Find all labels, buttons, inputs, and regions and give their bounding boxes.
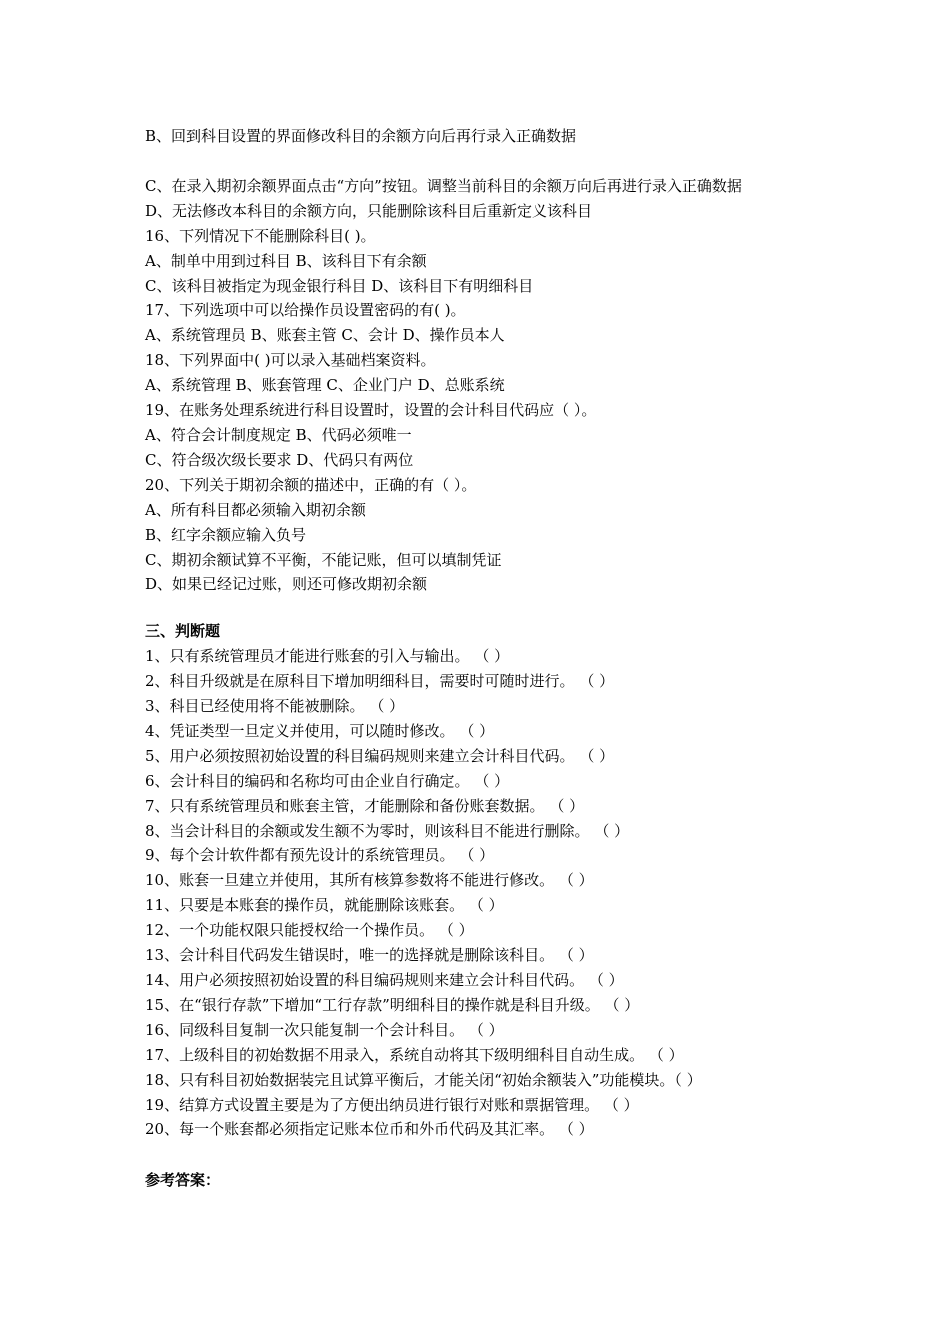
judgment-item-13: 13、会计科目代码发生错误时，唯一的选择就是删除该科目。 （ ） [145,946,594,965]
question-19-options-1: A、符合会计制度规定 B、代码必须唯一 [145,425,412,444]
question-20: 20、下列关于期初余额的描述中，正确的有（ ）。 [145,475,477,494]
judgment-item-20: 20、每一个账套都必须指定记账本位币和外币代码及其汇率。 （ ） [145,1120,594,1139]
judgment-item-14: 14、用户必须按照初始设置的科目编码规则来建立会计科目代码。 （ ） [145,971,624,989]
question-16-options-1: A、制单中用到过科目 B、该科目下有余额 [145,251,427,270]
judgment-item-16: 16、同级科目复制一次只能复制一个会计科目。 （ ） [145,1020,504,1039]
question-17-options: A、系统管理员 B、账套主管 C、会计 D、操作员本人 [145,326,505,345]
judgment-item-6: 6、会计科目的编码和名称均可由企业自行确定。 （ ） [145,771,510,790]
option-d-line: D、无法修改本科目的余额方向，只能删除该科目后重新定义该科目 [145,201,593,220]
question-18-options: A、系统管理 B、账套管理 C、企业门户 D、总账系统 [145,376,505,395]
judgment-item-11: 11、只要是本账套的操作员，就能删除该账套。 （ ） [145,896,504,915]
question-17: 17、下列选项中可以给操作员设置密码的有( )。 [145,301,466,320]
judgment-list [145,644,815,1142]
judgment-item-18: 18、只有科目初始数据装完且试算平衡后，才能关闭“初始余额装入”功能模块。（ ） [145,1070,702,1089]
option-c-line: C、在录入期初余额界面点击“方向”按钮。调整当前科目的余额万向后再进行录入正确数据 [145,176,742,195]
question-20-option-a: A、所有科目都必须输入期初余额 [145,500,366,519]
judgment-item-7: 7、只有系统管理员和账套主管，才能删除和备份账套数据。 （ ） [145,796,585,815]
judgment-item-1: 1、只有系统管理员才能进行账套的引入与输出。 （ ） [145,647,510,666]
judgment-item-15: 15、在“银行存款”下增加“工行存款”明细科目的操作就是科目升级。 （ ） [145,995,640,1014]
question-20-option-b: B、红字余额应输入负号 [145,525,307,544]
judgment-item-2: 2、科目升级就是在原科目下增加明细科目，需要时可随时进行。 （ ） [145,672,615,691]
judgment-item-8: 8、当会计科目的余额或发生额不为零时，则该科目不能进行删除。 （ ） [145,821,630,840]
option-b-line: B、回到科目设置的界面修改科目的余额方向后再行录入正确数据 [145,127,577,145]
question-18: 18、下列界面中( )可以录入基础档案资料。 [145,351,436,370]
answers-heading: 参考答案： [145,1171,221,1190]
question-19: 19、在账务处理系统进行科目设置时，设置的会计科目代码应（ ）。 [145,401,597,420]
question-20-option-d: D、如果已经记过账，则还可修改期初余额 [145,575,428,594]
judgment-item-4: 4、凭证类型一旦定义并使用，可以随时修改。 （ ） [145,721,495,740]
question-19-options-2: C、符合级次级长要求 D、代码只有两位 [145,450,414,469]
judgment-item-17: 17、上级科目的初始数据不用录入，系统自动将其下级明细科目自动生成。 （ ） [145,1045,684,1064]
question-16-options-2: C、该科目被指定为现金银行科目 D、该科目下有明细科目 [145,276,534,295]
judgment-item-9: 9、每个会计软件都有预先设计的系统管理员。 （ ） [145,846,495,865]
judgment-item-3: 3、科目已经使用将不能被删除。 （ ） [145,697,405,716]
document-page [145,124,815,1193]
question-16: 16、下列情况下不能删除科目( )。 [145,226,376,245]
judgment-item-10: 10、账套一旦建立并使用，其所有核算参数将不能进行修改。 （ ） [145,871,594,890]
judgment-item-5: 5、用户必须按照初始设置的科目编码规则来建立会计科目代码。 （ ） [145,746,615,765]
judgment-item-19: 19、结算方式设置主要是为了方便出纳员进行银行对账和票据管理。 （ ） [145,1095,639,1114]
judgment-item-12: 12、一个功能权限只能授权给一个操作员。 （ ） [145,921,474,940]
question-20-option-c: C、期初余额试算不平衡，不能记账，但可以填制凭证 [145,550,502,569]
judgment-section-title: 三、判断题 [145,622,221,641]
